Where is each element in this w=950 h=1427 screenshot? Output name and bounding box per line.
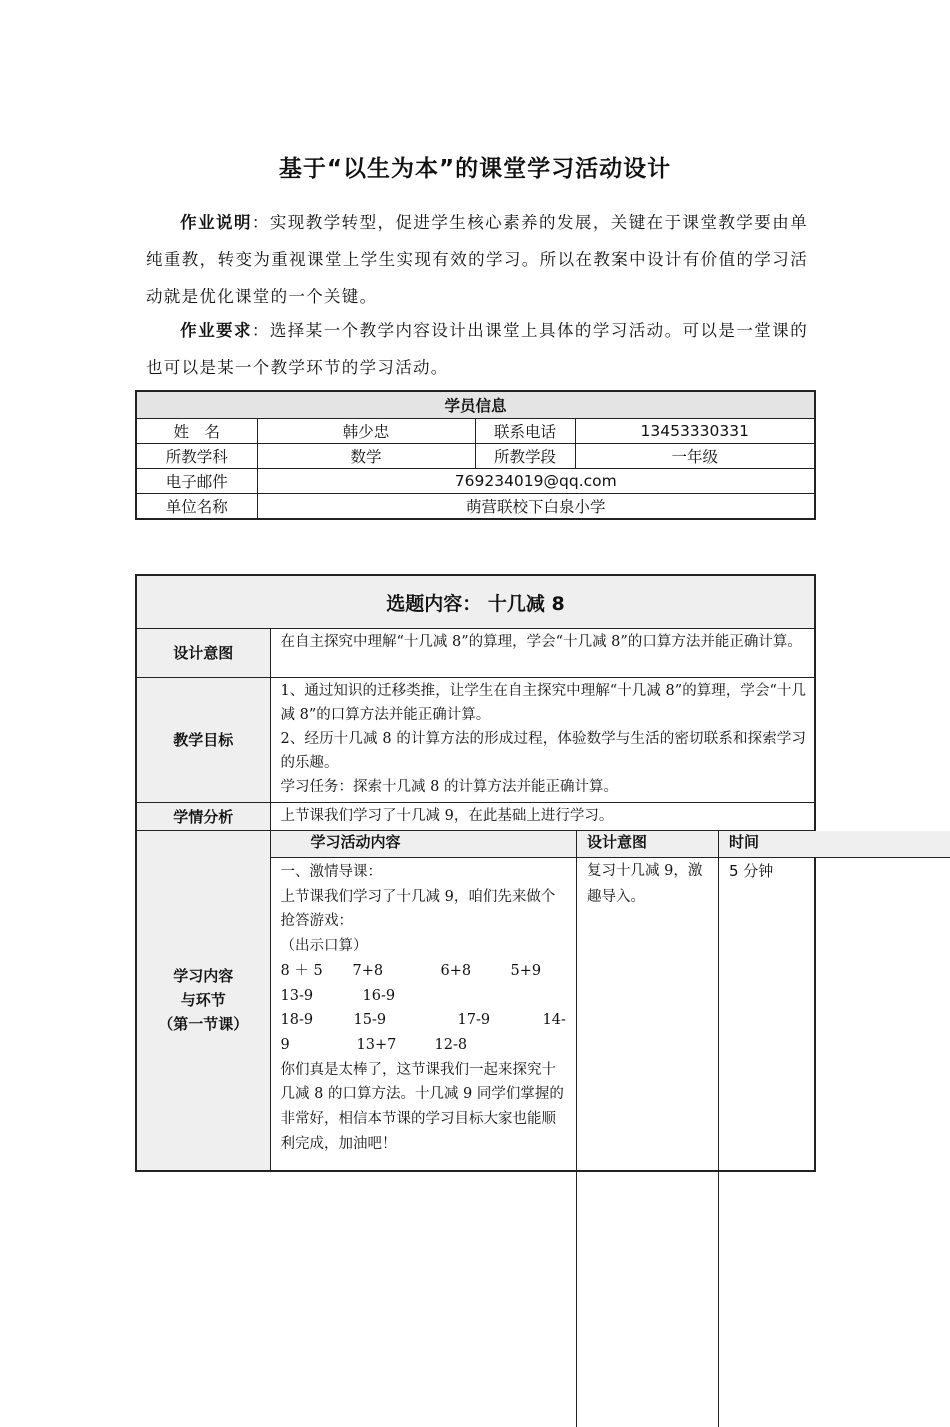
- student-info-header: 学员信息: [136, 391, 815, 419]
- oral-calc-row: 13-9 16-9: [280, 987, 396, 1004]
- email-value: 769234019@qq.com: [257, 469, 815, 494]
- learning-analysis-label: 学情分析: [136, 803, 270, 831]
- email-label: 电子邮件: [136, 469, 257, 494]
- lesson-design-table: [135, 574, 816, 1172]
- col-header-activity: 学习活动内容: [271, 831, 577, 858]
- subject-label: 所教学科: [136, 444, 257, 469]
- teaching-goals: [270, 678, 815, 803]
- col-header-intent: 设计意图: [577, 831, 719, 858]
- unit-label: 单位名称: [136, 494, 257, 520]
- stage-label: 所教学段: [475, 444, 575, 469]
- activity-content: 一、激情导课： 上节课我们学习了十几减 9，咱们先来做个抢答游戏： （出示口算） 8 ＋ 5 7+8 6+8 5+9 13-9 16-9 18-9 15-9 17-9 14- 9 13+7 12-8 你们真是太棒了，这节课我们一起来探究十几减 8 的口算方法。十几减 9 同学们掌握的非常好，相信本节课的学习目标大家也能顺利完成，加油吧！: [271, 858, 577, 1427]
- oral-calc-row: 18-9 15-9 17-9 14-: [280, 1012, 566, 1029]
- design-intent-label: 设计意图: [136, 629, 270, 678]
- section-label: 学习内容 与环节 （第一节课）: [136, 831, 270, 1171]
- goal-item: 2、经历十几减 8 的计算方法的形成过程，体验数学与生活的密切联系和探索学习的乐趣。: [280, 731, 806, 771]
- subject-value: 数学: [257, 444, 475, 469]
- col-header-time: 时间: [719, 831, 950, 858]
- goal-item: 1、通过知识的迁移类推，让学生在自主探究中理解“十几减 8”的算理，学会“十几减 8”的口算方法并能正确计算。: [280, 683, 806, 723]
- activity-intent: 复习十几减 9，激趣导入。: [577, 858, 719, 1427]
- description-label: 作业说明: [180, 213, 252, 232]
- phone-label: 联系电话: [475, 419, 575, 444]
- requirement-label: 作业要求: [180, 321, 252, 340]
- topic-header: 选题内容： 十几减 8: [136, 575, 815, 629]
- assignment-description: [146, 204, 808, 315]
- name-label: 姓 名: [136, 419, 257, 444]
- activity-time: 5 分钟: [719, 858, 950, 1427]
- requirement-text: ：选择某一个教学内容设计出课堂上具体的学习活动。可以是一堂课的也可以是某一个教学环节的学习活动。: [146, 321, 808, 377]
- description-text: ：实现教学转型，促进学生核心素养的发展，关键在于课堂教学要由单纯重教，转变为重视课堂上学生实现有效的学习。所以在教案中设计有价值的学习活动就是优化课堂的一个关键。: [146, 213, 808, 306]
- assignment-requirement: [146, 312, 808, 386]
- oral-calc-row: 9 13+7 12-8: [280, 1036, 468, 1053]
- activity-table: [271, 831, 950, 1427]
- learning-analysis-text: 上节课我们学习了十几减 9，在此基础上进行学习。: [270, 803, 815, 831]
- page-title: 基于“以生为本”的课堂学习活动设计: [278, 156, 672, 182]
- phone-value: 13453330331: [575, 419, 815, 444]
- teaching-goals-label: 教学目标: [136, 678, 270, 803]
- learning-task: 学习任务：探索十几减 8 的计算方法并能正确计算。: [280, 779, 618, 795]
- student-info-table: [135, 390, 816, 520]
- stage-value: 一年级: [575, 444, 815, 469]
- design-intent-text: 在自主探究中理解“十几减 8”的算理，学会“十几减 8”的口算方法并能正确计算。: [270, 629, 815, 678]
- oral-calc-row: 8 ＋ 5 7+8 6+8 5+9: [280, 962, 542, 979]
- name-value: 韩少忠: [257, 419, 475, 444]
- unit-value: 萌营联校下白泉小学: [257, 494, 815, 520]
- activity-cell: [270, 831, 815, 1171]
